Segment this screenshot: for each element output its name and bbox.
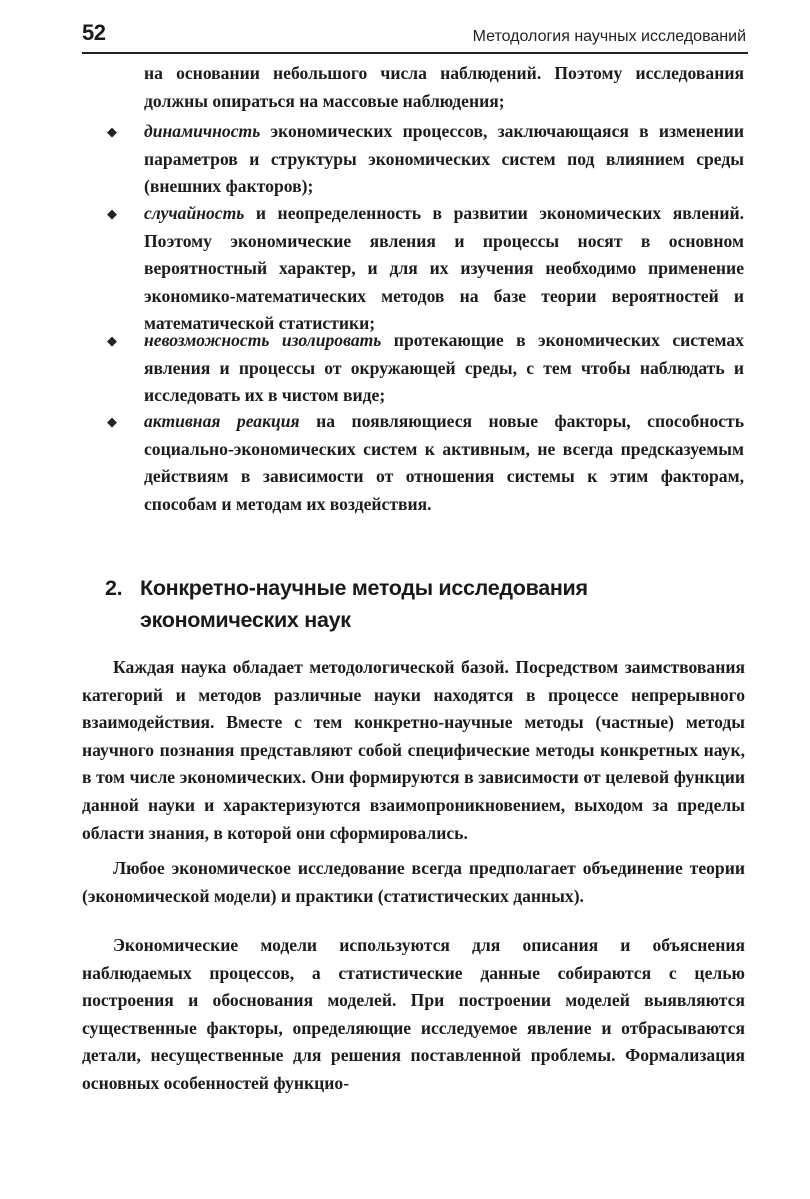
list-item-text (144, 118, 744, 201)
diamond-bullet-icon: ◆ (107, 206, 117, 221)
section-title-line1: Конкретно-научные методы исследования (140, 576, 588, 600)
paragraph: Каждая наука обладает методологической базой. Посредством заимствования категорий и методов различные науки находятся в процессе непрерывного взаимодействия. Вместе с тем конкретно-научные методы (частные) методы научного познания представляют собой специфические методы конкретных наук, в том числе экономических. Они формируются в зависимости от целевой функции данной науки и характеризуются взаимопроникновением, выходом за пределы области знания, в которой они сформировались. (82, 657, 745, 843)
list-item-text (144, 408, 744, 518)
page-number: 52 (82, 20, 106, 45)
continuation-text: на основании небольшого числа наблюдений. Поэтому исследования должны опираться на массовые наблюдения; (144, 63, 744, 111)
list-item-term: динамичность (144, 121, 261, 141)
page-header (82, 18, 748, 54)
list-item-term: активная реакция (144, 411, 300, 431)
diamond-bullet-icon: ◆ (107, 333, 117, 348)
section-title-line2: экономических наук (140, 608, 351, 632)
list-item-description: экономических процессов, заключающаяся в изменении параметров и структуры экономических систем под влиянием среды (внешних факторов); (144, 121, 744, 197)
list-item-description: и неопределенность в развитии экономических явлений. Поэтому экономические явления и процессы носят в основном вероятностный характер, и для их изучения необходимо применение экономико-математических методов на базе теории вероятностей и математической статистики; (144, 203, 744, 334)
list-item-term: невозможность изолировать (144, 330, 382, 350)
list-item-text (144, 327, 744, 410)
paragraph: Любое экономическое исследование всегда предполагает объединение теории (экономической модели) и практики (статистических данных). (82, 858, 745, 906)
list-item-text (144, 200, 744, 338)
paragraph: Экономические модели используются для описания и объяснения наблюдаемых процессов, а статистические данные собираются с целью построения и обоснования моделей. При построении моделей выявляются существенные факторы, определяющие исследуемое явление и отбрасываются детали, несущественные для решения поставленной проблемы. Формализация основных особенностей функцио- (82, 935, 745, 1093)
diamond-bullet-icon: ◆ (107, 124, 117, 139)
list-item-description: на появляющиеся новые факторы, способность социально-экономических систем к активным, не всегда предсказуемым действиям в зависимости от отношения системы к этим факторам, способам и методам их воздействия. (144, 411, 744, 514)
list-item-description: протекающие в экономических системах явления и процессы от окружающей среды, с тем чтобы наблюдать и исследовать их в чистом виде; (144, 330, 744, 406)
section-heading (105, 572, 745, 636)
diamond-bullet-icon: ◆ (107, 414, 117, 429)
running-title: Методология научных исследований (472, 28, 746, 45)
list-item-term: случайность (144, 203, 245, 223)
section-number: 2. (105, 576, 123, 600)
